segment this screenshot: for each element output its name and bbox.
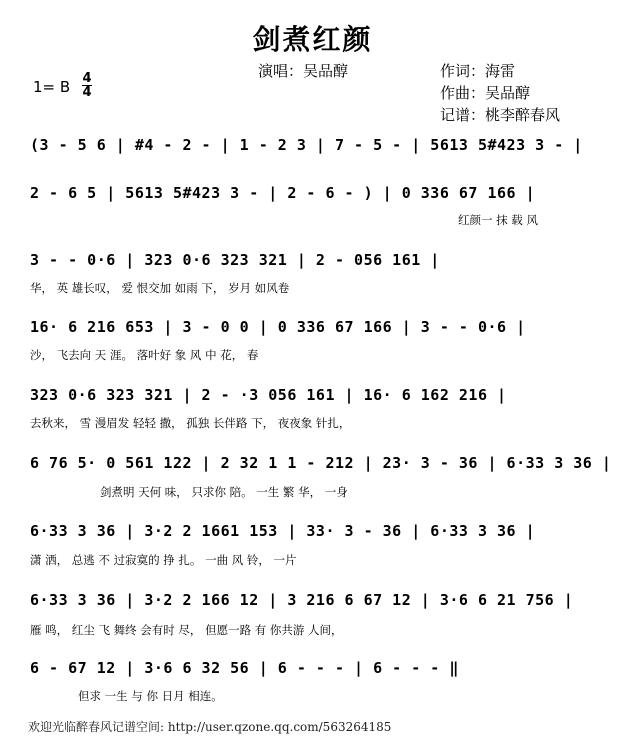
lyrics-line-8: 雁 鸣， 红尘 飞 舞终 会有时 尽， 但愿一路 有 你共游 人间， xyxy=(30,623,343,637)
transcriber-credit: 记谱：桃李醉春风 xyxy=(440,106,561,124)
lyrics-line-4: 沙， 飞去向 天 涯。 落叶好 象 风 中 花， 春 xyxy=(30,348,259,362)
notes-line-6: 6 76 5· 0 561 122 | 2 32 1 1 - 212 | 23· 3 - 36 | 6·33 3 36 | xyxy=(30,454,612,472)
notes-line-2: 2 - 6 5 | 5613 5#423 3 - | 2 - 6 - ) | 0 336 67 166 | xyxy=(30,184,536,202)
lyrics-line-5: 去秋来， 雪 漫眉发 轻轻 撒， 孤独 长伴路 下， 夜夜象 针扎， xyxy=(30,416,351,430)
lyrics-line-6: 剑煮明 天何 味， 只求你 陪。 一生 繁 华， 一身 xyxy=(100,485,348,499)
lyrics-line-9: 但求 一生 与 你 日月 相连。 xyxy=(78,689,223,703)
lyricist-credit: 作词：海雷 xyxy=(440,62,516,80)
time-signature-top: 4 xyxy=(82,71,92,86)
composer-credit: 作曲：吴品醇 xyxy=(440,84,531,102)
singer-credit: 演唱：吴品醇 xyxy=(258,62,349,80)
notes-line-9: 6 - 67 12 | 3·6 6 32 56 | 6 - - - | 6 - - - ‖ xyxy=(30,659,459,677)
lyrics-line-7: 潇 洒， 总逃 不 过寂寞的 挣 扎。 一曲 风 铃， 一片 xyxy=(30,553,297,567)
song-title: 剑煮红颜 xyxy=(252,23,373,56)
notes-line-3: 3 - - 0·6 | 323 0·6 323 321 | 2 - 056 161 | xyxy=(30,251,440,269)
footer-link-text: 欢迎光临醉春风记谱空间: http://user.qzone.qq.com/563264185 xyxy=(28,720,392,734)
time-signature-bottom: 4 xyxy=(82,85,92,100)
notes-line-7: 6·33 3 36 | 3·2 2 1661 153 | 33· 3 - 36 | 6·33 3 36 | xyxy=(30,522,536,540)
lyrics-line-3: 华， 英 雄长叹， 爱 恨交加 如雨 下， 岁月 如风卷 xyxy=(30,281,290,295)
lyrics-line-2: 红颜一 抹 载 风 xyxy=(458,213,538,227)
key-signature: 1= B xyxy=(33,78,71,96)
notes-line-5: 323 0·6 323 321 | 2 - ·3 056 161 | 16· 6 162 216 | xyxy=(30,386,507,404)
time-signature xyxy=(82,73,92,98)
notes-line-1: (3 - 5 6 | #4 - 2 - | 1 - 2 3 | 7 - 5 - | 5613 5#423 3 - | xyxy=(30,136,583,154)
notes-line-4: 16· 6 216 653 | 3 - 0 0 | 0 336 67 166 | 3 - - 0·6 | xyxy=(30,318,526,336)
notes-line-8: 6·33 3 36 | 3·2 2 166 12 | 3 216 6 67 12 | 3·6 6 21 756 | xyxy=(30,591,574,609)
